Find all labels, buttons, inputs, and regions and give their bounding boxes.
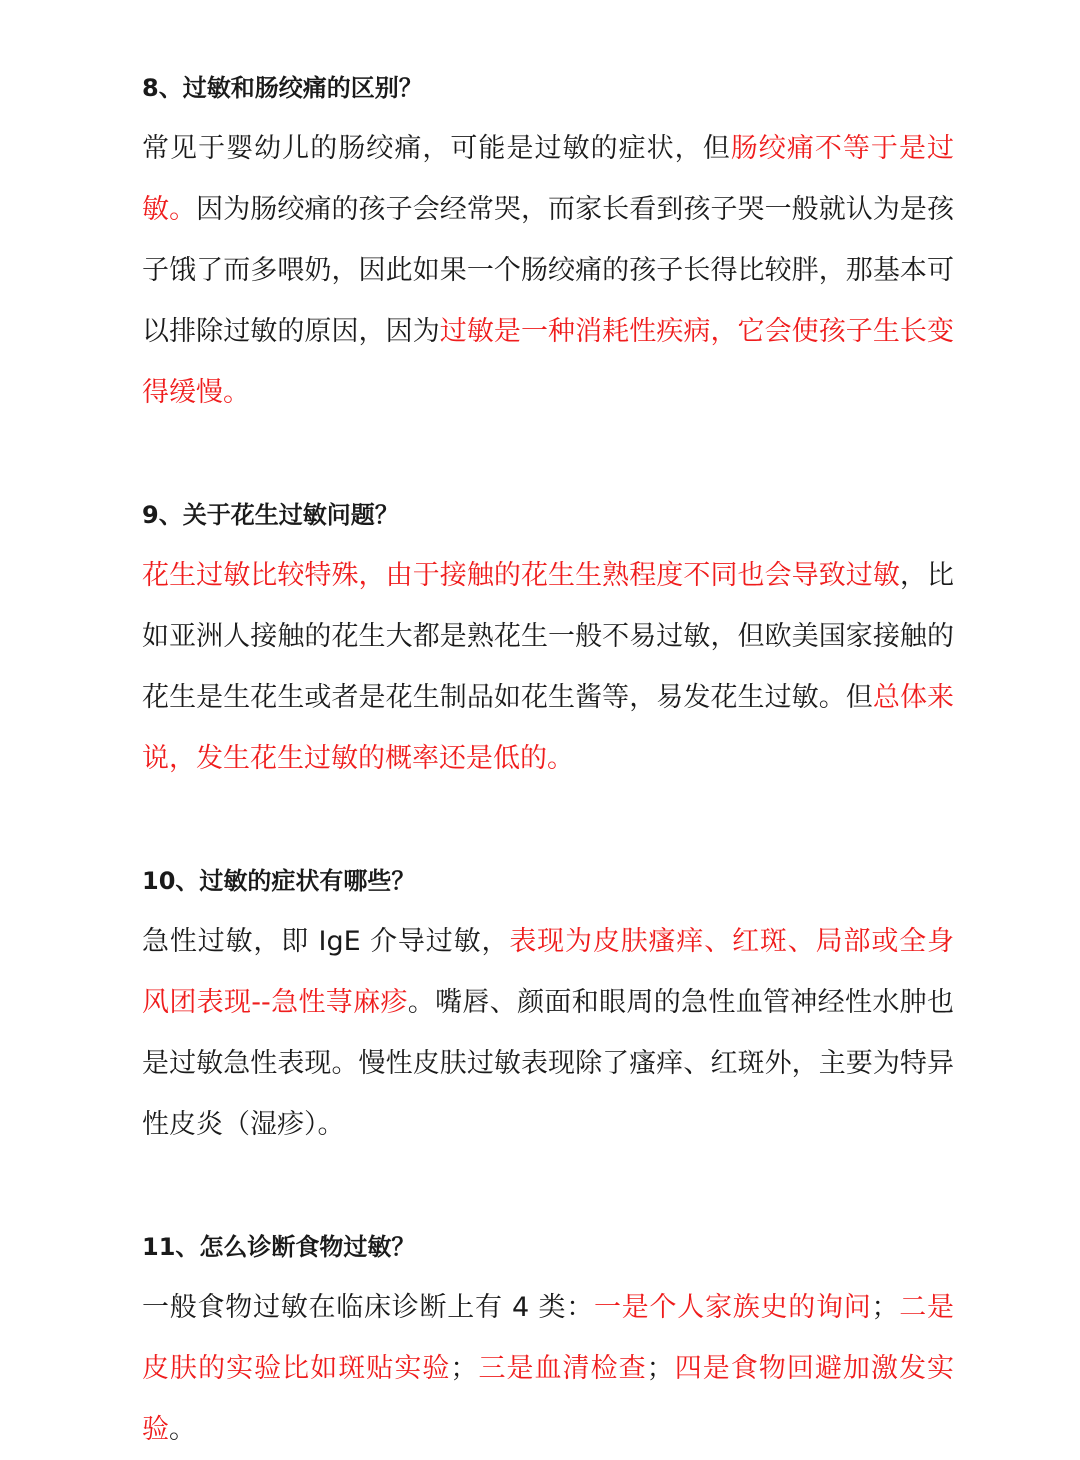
text-run: ，比如亚洲人接触的花生大都是熟花生一般不易过敏，但欧美国家接触的花生是生花生或者是花生制品如花生酱等，易发花生过敏。但 bbox=[142, 560, 955, 713]
section-heading: 11、怎么诊断食物过敏？ bbox=[142, 1233, 416, 1261]
highlighted-text-run: 一是个人家族史的询问 bbox=[594, 1292, 872, 1323]
section-paragraph bbox=[142, 911, 954, 1155]
highlighted-text-run: 肠绞痛不等于是过敏。 bbox=[142, 133, 954, 225]
highlighted-text-run: 四是食物回避加激发实验 bbox=[142, 1353, 955, 1445]
highlighted-text-run: 花生过敏比较特殊，由于接触的花生生熟程度不同也会导致过敏 bbox=[142, 560, 900, 591]
section-paragraph bbox=[142, 545, 954, 789]
section-allergy-symptoms bbox=[142, 851, 954, 1155]
section-heading: 8、过敏和肠绞痛的区别？ bbox=[142, 74, 423, 102]
highlighted-text-run: 三是血清检查 bbox=[477, 1353, 647, 1384]
highlighted-text-run: 过敏是一种消耗性疾病，它会使孩子生长变得缓慢。 bbox=[142, 316, 955, 408]
highlighted-text-run: 总体来说，发生花生过敏的概率还是低的。 bbox=[142, 682, 955, 774]
text-run: 常见于婴幼儿的肠绞痛，可能是过敏的症状，但 bbox=[142, 133, 731, 164]
section-paragraph bbox=[142, 1277, 954, 1460]
article bbox=[142, 58, 954, 1460]
text-run: 。 bbox=[169, 1414, 196, 1445]
section-heading: 10、过敏的症状有哪些？ bbox=[142, 867, 416, 895]
section-heading: 9、关于花生过敏问题？ bbox=[142, 501, 399, 529]
text-run: 。嘴唇、颜面和眼周的急性血管神经性水肿也是过敏急性表现。慢性皮肤过敏表现除了瘙痒、红斑外，主要为特异性皮炎（湿疹）。 bbox=[142, 987, 954, 1140]
highlighted-text-run: 二是皮肤的实验比如斑贴实验 bbox=[142, 1292, 955, 1384]
text-run: 因为肠绞痛的孩子会经常哭，而家长看到孩子哭一般就认为是孩子饿了而多喂奶，因此如果一个肠绞痛的孩子长得比较胖，那基本可以排除过敏的原因，因为 bbox=[142, 194, 955, 347]
text-run: ； bbox=[450, 1353, 478, 1384]
section-food-allergy-diagnosis bbox=[142, 1217, 954, 1460]
text-run: ； bbox=[871, 1292, 899, 1323]
highlighted-text-run: 表现为皮肤瘙痒、红斑、局部或全身风团表现--急性荨麻疹 bbox=[142, 926, 955, 1018]
section-paragraph bbox=[142, 118, 954, 423]
section-colic-vs-allergy bbox=[142, 58, 954, 423]
text-run: 急性过敏，即 IgE 介导过敏， bbox=[142, 926, 510, 957]
text-run: 一般食物过敏在临床诊断上有 4 类： bbox=[142, 1292, 595, 1323]
section-peanut-allergy bbox=[142, 485, 954, 789]
text-run: ； bbox=[646, 1353, 674, 1384]
